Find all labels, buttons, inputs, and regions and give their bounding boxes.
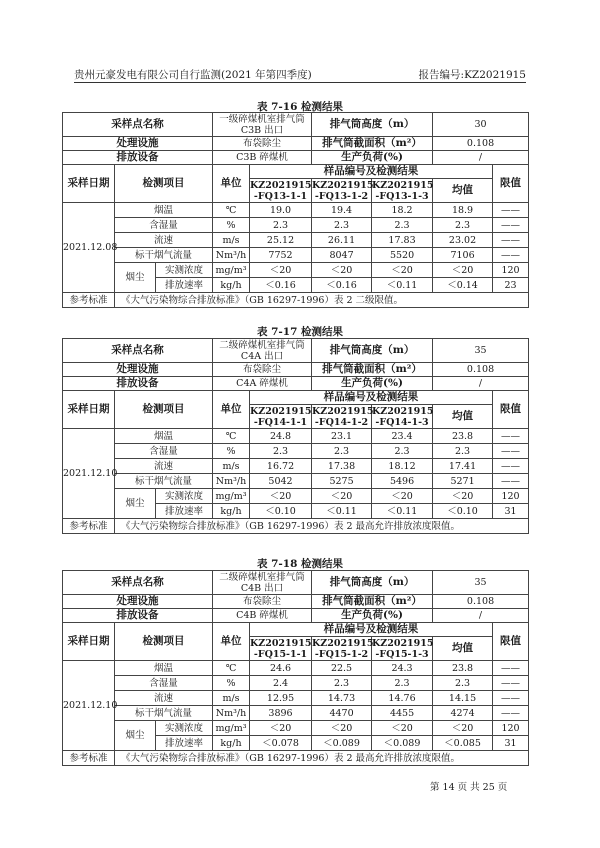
item-name: 标干烟气流量 (115, 248, 213, 263)
limit-value: 31 (493, 504, 529, 519)
limit-value: —— (493, 459, 529, 474)
avg-value: 2.3 (433, 218, 493, 233)
header-limit: 限值 (493, 165, 529, 203)
sample-id-line1: KZ2021915 (372, 637, 434, 649)
page-header (74, 66, 526, 83)
sample-id (312, 405, 372, 429)
unit-value: Nm³/h (213, 474, 250, 489)
sample-value: 24.6 (250, 661, 312, 676)
header-avg: 均值 (433, 405, 493, 429)
limit-value: —— (493, 676, 529, 691)
sample-value: ＜20 (312, 721, 372, 736)
unit-value: kg/h (213, 736, 250, 751)
sample-id-line2: -FQ15-1-1 (253, 648, 308, 660)
result-table (62, 570, 529, 766)
sample-id-line1: KZ2021915 (250, 637, 312, 649)
label-stack-area: 排气筒截面积（m²） (312, 595, 433, 609)
item-name: 实测浓度 (156, 263, 213, 278)
table-row (63, 218, 529, 233)
avg-value: 2.3 (433, 444, 493, 459)
label-facility: 处理设施 (63, 595, 213, 609)
avg-value: ＜20 (433, 489, 493, 504)
avg-value: 23.02 (433, 233, 493, 248)
avg-value: 2.3 (433, 676, 493, 691)
unit-value: mg/m³ (213, 263, 250, 278)
label-load: 生产负荷(%) (312, 609, 433, 623)
sample-value: 18.2 (372, 203, 433, 218)
sample-value: 12.95 (250, 691, 312, 706)
table-row (63, 489, 529, 504)
sample-value: 14.76 (372, 691, 433, 706)
sample-id (372, 179, 433, 203)
limit-value: —— (493, 691, 529, 706)
label-load: 生产负荷(%) (312, 377, 433, 391)
sample-id-line1: KZ2021915 (312, 405, 374, 417)
avg-value: 18.9 (433, 203, 493, 218)
avg-value: ＜20 (433, 263, 493, 278)
sample-value: ＜20 (312, 489, 372, 504)
sample-id (312, 637, 372, 661)
sample-value: ＜20 (312, 263, 372, 278)
header-unit: 单位 (213, 391, 250, 429)
header-date: 采样日期 (63, 165, 115, 203)
header-date: 采样日期 (63, 391, 115, 429)
header-avg: 均值 (433, 179, 493, 203)
sample-value: 14.73 (312, 691, 372, 706)
sample-value: ＜0.11 (372, 504, 433, 519)
header-item: 检测项目 (115, 391, 213, 429)
unit-value: kg/h (213, 504, 250, 519)
table-row (63, 248, 529, 263)
sample-value: 18.12 (372, 459, 433, 474)
sample-id (372, 637, 433, 661)
item-name: 烟温 (115, 203, 213, 218)
equipment-value: C3B 碎煤机 (213, 151, 312, 165)
page-number: 第 14 页 共 25 页 (430, 782, 508, 793)
sample-id (250, 179, 312, 203)
item-name: 含湿量 (115, 676, 213, 691)
table-caption: 表 7-18 检测结果 (256, 558, 344, 570)
table-row (63, 444, 529, 459)
sample-value: 8047 (312, 248, 372, 263)
load-value: / (433, 377, 529, 391)
table-row (63, 721, 529, 736)
item-name: 含湿量 (115, 444, 213, 459)
sample-value: ＜0.16 (250, 278, 312, 293)
sample-value: 2.4 (250, 676, 312, 691)
dust-label: 烟尘 (115, 721, 156, 751)
unit-value: m/s (213, 233, 250, 248)
sample-value: 24.3 (372, 661, 433, 676)
sample-value: 3896 (250, 706, 312, 721)
sample-id-line1: KZ2021915 (372, 179, 434, 191)
sample-value: 5496 (372, 474, 433, 489)
item-name: 流速 (115, 691, 213, 706)
report-number: 报告编号:KZ2021915 (418, 69, 526, 81)
ref-standard: 《大气污染物综合排放标准》（GB 16297-1996）表 2 最高允许排放浓度限值。 (115, 751, 529, 766)
label-facility: 处理设施 (63, 363, 213, 377)
unit-value: % (213, 676, 250, 691)
sample-id (372, 405, 433, 429)
sample-id-line2: -FQ14-1-3 (375, 416, 429, 428)
unit-value: m/s (213, 459, 250, 474)
sample-value: 2.3 (250, 444, 312, 459)
limit-value: —— (493, 706, 529, 721)
ref-label: 参考标准 (63, 751, 115, 766)
header-unit: 单位 (213, 165, 250, 203)
ref-standard: 《大气污染物综合排放标准》（GB 16297-1996）表 2 二级限值。 (115, 293, 529, 308)
sample-value: ＜0.11 (372, 278, 433, 293)
avg-value: 23.8 (433, 661, 493, 676)
sample-value: ＜0.11 (312, 504, 372, 519)
sampling-date: 2021.12.08 (63, 203, 115, 293)
label-equipment: 排放设备 (63, 609, 213, 623)
sample-value: 2.3 (250, 218, 312, 233)
limit-value: —— (493, 218, 529, 233)
load-value: / (433, 609, 529, 623)
sample-value: 2.3 (372, 676, 433, 691)
label-equipment: 排放设备 (63, 151, 213, 165)
unit-value: Nm³/h (213, 706, 250, 721)
sample-id-line1: KZ2021915 (250, 405, 312, 417)
sample-value: 2.3 (312, 676, 372, 691)
table-row (63, 263, 529, 278)
sample-value: 2.3 (372, 444, 433, 459)
unit-value: ℃ (213, 661, 250, 676)
dust-label: 烟尘 (115, 263, 156, 293)
avg-value: ＜0.10 (433, 504, 493, 519)
load-value: / (433, 151, 529, 165)
sample-value: 19.0 (250, 203, 312, 218)
table-caption: 表 7-17 检测结果 (256, 326, 344, 338)
sampling-date: 2021.12.10 (63, 429, 115, 519)
limit-value: 31 (493, 736, 529, 751)
stack-area-value: 0.108 (433, 595, 529, 609)
table-row (63, 661, 529, 676)
sample-value: ＜20 (372, 263, 433, 278)
item-name: 标干烟气流量 (115, 706, 213, 721)
header-sample-group: 样品编号及检测结果 (250, 623, 493, 637)
stack-height-value: 30 (433, 113, 529, 137)
limit-value: —— (493, 248, 529, 263)
item-name: 烟温 (115, 429, 213, 444)
item-name: 流速 (115, 233, 213, 248)
limit-value: 23 (493, 278, 529, 293)
facility-value: 布袋除尘 (213, 363, 312, 377)
unit-value: Nm³/h (213, 248, 250, 263)
header-limit: 限值 (493, 623, 529, 661)
sample-value: ＜20 (372, 489, 433, 504)
item-name: 排放速率 (156, 504, 213, 519)
result-table (62, 112, 529, 308)
stack-height-value: 35 (433, 571, 529, 595)
table-row (63, 233, 529, 248)
item-name: 烟温 (115, 661, 213, 676)
sample-id-line2: -FQ14-1-1 (253, 416, 308, 428)
limit-value: 120 (493, 489, 529, 504)
sample-value: 2.3 (312, 444, 372, 459)
label-stack-height: 排气筒高度（m） (312, 571, 433, 595)
sample-value: ＜20 (250, 263, 312, 278)
sample-value: ＜20 (250, 721, 312, 736)
sample-id-line1: KZ2021915 (312, 637, 374, 649)
sample-value: 7752 (250, 248, 312, 263)
table-row (63, 706, 529, 721)
header-unit: 单位 (213, 623, 250, 661)
equipment-value: C4B 碎煤机 (213, 609, 312, 623)
unit-value: % (213, 444, 250, 459)
label-point-name: 采样点名称 (63, 571, 213, 595)
sample-value: 2.3 (372, 218, 433, 233)
label-stack-area: 排气筒截面积（m²） (312, 137, 433, 151)
stack-area-value: 0.108 (433, 363, 529, 377)
item-name: 含湿量 (115, 218, 213, 233)
stack-area-value: 0.108 (433, 137, 529, 151)
header-avg: 均值 (433, 637, 493, 661)
label-stack-height: 排气筒高度（m） (312, 113, 433, 137)
item-name: 标干烟气流量 (115, 474, 213, 489)
header-item: 检测项目 (115, 623, 213, 661)
sample-value: 17.38 (312, 459, 372, 474)
point-name-line1: 二级碎煤机室排气筒 (219, 571, 305, 583)
sample-value: 24.8 (250, 429, 312, 444)
sampling-date: 2021.12.10 (63, 661, 115, 751)
limit-value: —— (493, 444, 529, 459)
avg-value: 17.41 (433, 459, 493, 474)
point-name-line2: C4B 出口 (240, 582, 284, 594)
avg-value: 5271 (433, 474, 493, 489)
avg-value: 7106 (433, 248, 493, 263)
label-point-name: 采样点名称 (63, 113, 213, 137)
sample-id-line2: -FQ15-1-2 (314, 648, 369, 660)
item-name: 排放速率 (156, 736, 213, 751)
sample-value: ＜20 (250, 489, 312, 504)
sample-id-line1: KZ2021915 (312, 179, 374, 191)
label-point-name: 采样点名称 (63, 339, 213, 363)
limit-value: —— (493, 203, 529, 218)
label-stack-height: 排气筒高度（m） (312, 339, 433, 363)
unit-value: ℃ (213, 203, 250, 218)
point-name-value (213, 113, 312, 137)
report-title: 贵州元豪发电有限公司自行监测(2021 年第四季度) (74, 69, 312, 81)
equipment-value: C4A 碎煤机 (213, 377, 312, 391)
sample-id (250, 405, 312, 429)
sample-id-line2: -FQ14-1-2 (314, 416, 369, 428)
limit-value: —— (493, 429, 529, 444)
label-stack-area: 排气筒截面积（m²） (312, 363, 433, 377)
header-limit: 限值 (493, 391, 529, 429)
unit-value: mg/m³ (213, 489, 250, 504)
unit-value: m/s (213, 691, 250, 706)
facility-value: 布袋除尘 (213, 595, 312, 609)
result-table (62, 338, 529, 534)
point-name-line1: 二级碎煤机室排气筒 (219, 339, 305, 351)
sample-value: 26.11 (312, 233, 372, 248)
header-item: 检测项目 (115, 165, 213, 203)
unit-value: mg/m³ (213, 721, 250, 736)
sample-id-line2: -FQ13-1-2 (314, 190, 369, 202)
limit-value: —— (493, 474, 529, 489)
header-sample-group: 样品编号及检测结果 (250, 165, 493, 179)
point-name-line2: C4A 出口 (240, 350, 284, 362)
dust-label: 烟尘 (115, 489, 156, 519)
sample-id-line2: -FQ13-1-1 (253, 190, 308, 202)
stack-height-value: 35 (433, 339, 529, 363)
sample-value: ＜0.089 (372, 736, 433, 751)
sample-value: 5275 (312, 474, 372, 489)
point-name-line1: 一级碎煤机室排气筒 (219, 113, 305, 125)
sample-id-line2: -FQ13-1-3 (375, 190, 429, 202)
sample-value: ＜20 (372, 721, 433, 736)
header-sample-group: 样品编号及检测结果 (250, 391, 493, 405)
avg-value: ＜0.085 (433, 736, 493, 751)
sample-value: ＜0.16 (312, 278, 372, 293)
unit-value: ℃ (213, 429, 250, 444)
label-facility: 处理设施 (63, 137, 213, 151)
sample-value: 23.4 (372, 429, 433, 444)
table-row (63, 429, 529, 444)
sample-value: 25.12 (250, 233, 312, 248)
ref-standard: 《大气污染物综合排放标准》（GB 16297-1996）表 2 最高允许排放浓度限值。 (115, 519, 529, 534)
ref-label: 参考标准 (63, 293, 115, 308)
sample-id (250, 637, 312, 661)
avg-value: ＜0.14 (433, 278, 493, 293)
point-name-value (213, 339, 312, 363)
sample-value: 5042 (250, 474, 312, 489)
limit-value: —— (493, 233, 529, 248)
sample-id-line2: -FQ15-1-3 (375, 648, 429, 660)
unit-value: kg/h (213, 278, 250, 293)
limit-value: 120 (493, 263, 529, 278)
sample-value: ＜0.078 (250, 736, 312, 751)
sample-value: 16.72 (250, 459, 312, 474)
table-row (63, 676, 529, 691)
avg-value: 23.8 (433, 429, 493, 444)
point-name-value (213, 571, 312, 595)
item-name: 实测浓度 (156, 489, 213, 504)
ref-label: 参考标准 (63, 519, 115, 534)
sample-value: ＜0.10 (250, 504, 312, 519)
sample-value: 5520 (372, 248, 433, 263)
avg-value: ＜20 (433, 721, 493, 736)
sample-value: 19.4 (312, 203, 372, 218)
sample-value: 4470 (312, 706, 372, 721)
limit-value: —— (493, 661, 529, 676)
label-load: 生产负荷(%) (312, 151, 433, 165)
table-caption: 表 7-16 检测结果 (256, 101, 344, 113)
sample-value: 17.83 (372, 233, 433, 248)
header-date: 采样日期 (63, 623, 115, 661)
item-name: 排放速率 (156, 278, 213, 293)
limit-value: 120 (493, 721, 529, 736)
sample-value: 23.1 (312, 429, 372, 444)
facility-value: 布袋除尘 (213, 137, 312, 151)
sample-id-line1: KZ2021915 (250, 179, 312, 191)
item-name: 流速 (115, 459, 213, 474)
sample-value: 2.3 (312, 218, 372, 233)
avg-value: 14.15 (433, 691, 493, 706)
avg-value: 4274 (433, 706, 493, 721)
table-row (63, 459, 529, 474)
item-name: 实测浓度 (156, 721, 213, 736)
sample-id-line1: KZ2021915 (372, 405, 434, 417)
unit-value: % (213, 218, 250, 233)
sample-value: 4455 (372, 706, 433, 721)
label-equipment: 排放设备 (63, 377, 213, 391)
sample-id (312, 179, 372, 203)
table-row (63, 474, 529, 489)
table-row (63, 203, 529, 218)
point-name-line2: C3B 出口 (240, 124, 284, 136)
sample-value: 22.5 (312, 661, 372, 676)
table-row (63, 691, 529, 706)
sample-value: ＜0.089 (312, 736, 372, 751)
